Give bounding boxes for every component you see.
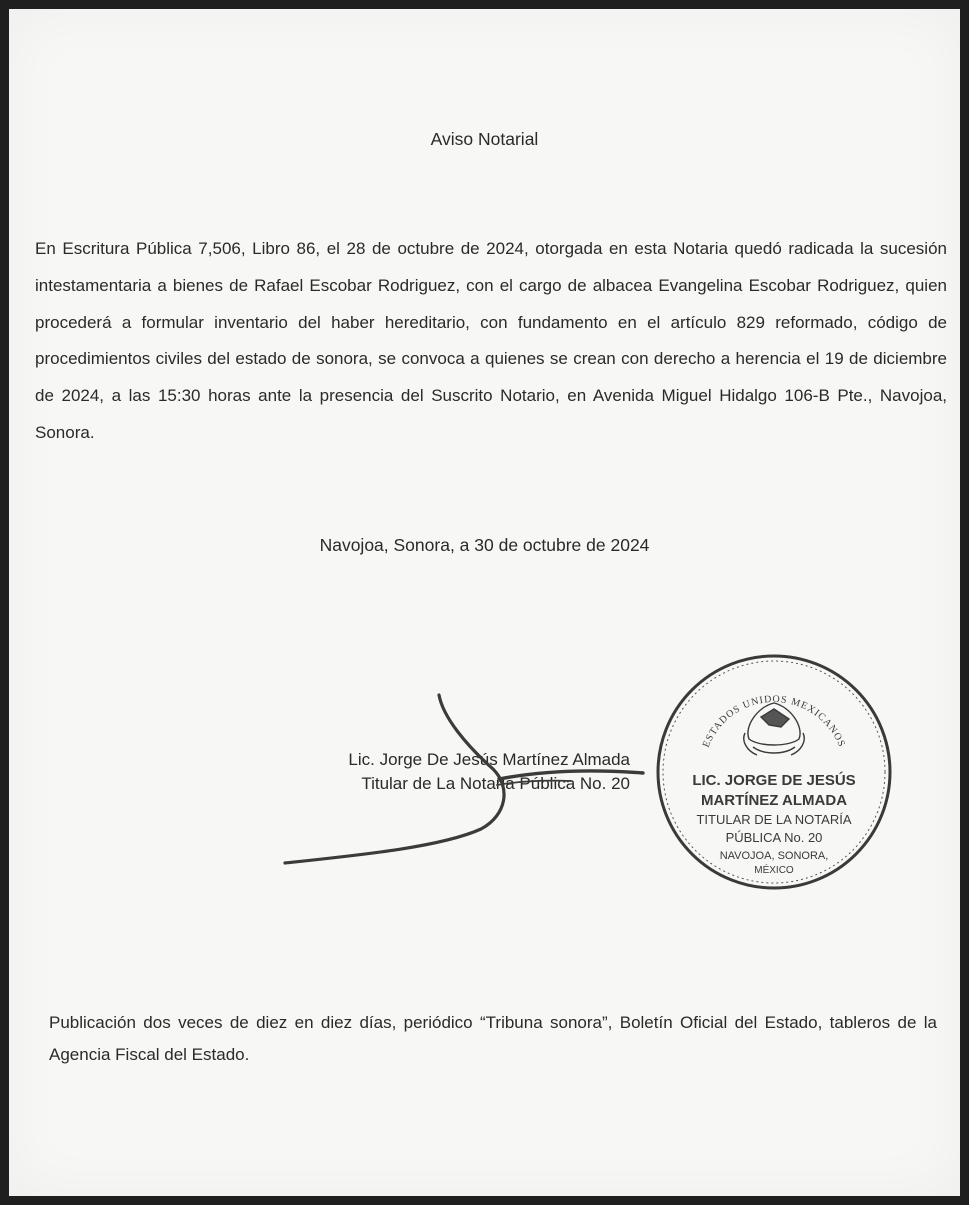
place-date: Navojoa, Sonora, a 30 de octubre de 2024 (319, 535, 650, 555)
coat-of-arms-icon (744, 703, 805, 755)
document-page (9, 9, 960, 1196)
notary-seal (649, 647, 899, 897)
signer-name: Lic. Jorge De Jesús Martínez Almada (348, 750, 630, 769)
notice-title: Aviso Notarial (430, 129, 539, 149)
seal-line-1: LIC. JORGE DE JESÚS (692, 772, 856, 789)
seal-line-6: MÉXICO (754, 865, 794, 876)
seal-line-3: TITULAR DE LA NOTARÍA (696, 812, 852, 827)
seal-arc-text: ESTADOS UNIDOS MEXICANOS (700, 693, 848, 750)
signature-block (348, 748, 630, 796)
seal-line-2: MARTÍNEZ ALMADA (700, 792, 848, 809)
seal-line-5: NAVOJOA, SONORA, (719, 850, 829, 862)
publication-note: Publicación dos veces de diez en diez días, periódico “Tribuna sonora”, Boletín Oficial del Estado, tableros de la Agencia Fiscal del Estado. (49, 1013, 937, 1064)
notice-body: En Escritura Pública 7,506, Libro 86, el 28 de octubre de 2024, otorgada en esta Notaria quedó radicada la sucesión intestamentaria a bienes de Rafael Escobar Rodriguez, con el cargo de albacea Evangelina Escobar Rodriguez, quien procederá a formular inventario del haber hereditario, con fundamento en el artículo 829 reformado, código de procedimientos civiles del estado de sonora, se convoca a quienes se crean con derecho a herencia el 19 de diciembre de 2024, a las 15:30 horas ante la presencia del Suscrito Notario, en Avenida Miguel Hidalgo 106-B Pte., Navojoa, Sonora. (35, 239, 947, 442)
signer-title: Titular de La Notaria Pública No. 20 (361, 774, 630, 793)
seal-line-4: PÚBLICA No. 20 (725, 830, 823, 845)
